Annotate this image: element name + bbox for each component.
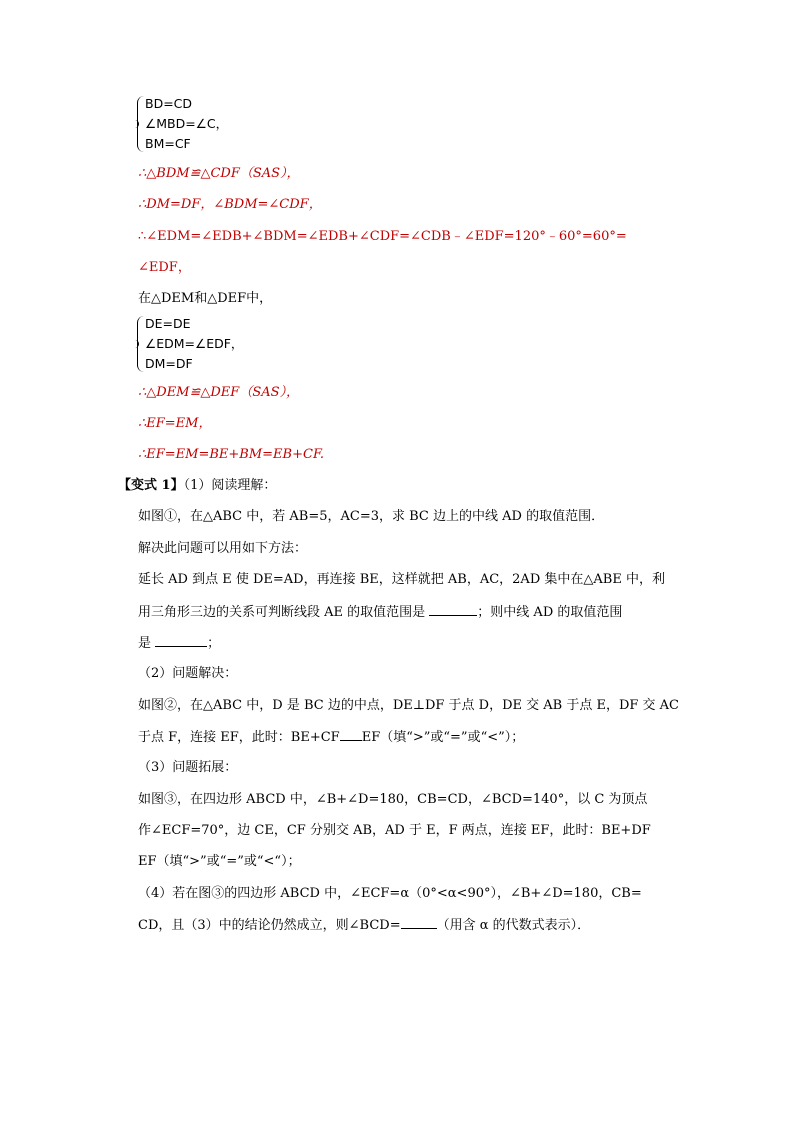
answer-blank[interactable] <box>401 916 437 929</box>
proof-line: ∴△BDM≌△CDF（SAS）， <box>138 166 300 181</box>
proof-line: ∠EDF， <box>138 260 191 275</box>
text-segment: 是 <box>138 636 152 651</box>
part1-title: （1）阅读理解： <box>183 478 277 493</box>
system-eq-2: ∠EDM=∠EDF， <box>145 336 244 351</box>
proof-intro: 在△DEM和△DEF中， <box>138 291 273 306</box>
proof-line: ∴DM=DF，∠BDM=∠CDF， <box>138 197 322 212</box>
paragraph <box>138 728 524 747</box>
variant-heading <box>118 477 276 495</box>
proof-line: ∴EF=EM=BE+BM=EB+CF. <box>138 447 325 462</box>
paragraph: 如图①，在△ABC 中，若 AB=5，AC=3，求 BC 边上的中线 AD 的取值范围． <box>138 509 605 524</box>
paragraph: （4）若在图③的四边形 ABCD 中，∠ECF=α（0°<α<90°），∠B+∠D=180，CB= <box>138 886 642 901</box>
paragraph: 延长 AD 到点 E 使 DE=AD，再连接 BE，这样就把 AB，AC，2AD 集中在△ABE 中，利 <box>138 572 665 587</box>
system-eq-1: DE=DE <box>145 316 191 331</box>
text-segment: 用三角形三边的关系可判断线段 AE 的取值范围是 <box>138 605 426 620</box>
system-eq-1: BD=CD <box>145 96 193 111</box>
proof-line: ∴∠EDM=∠EDB+∠BDM=∠EDB+∠CDF=∠CDB﹣∠EDF=120°﹣60°=60°= <box>138 229 627 244</box>
text-segment: （用含 α 的代数式表示）． <box>436 918 591 933</box>
proof-line: ∴△DEM≌△DEF（SAS）， <box>138 385 300 400</box>
paragraph <box>138 916 590 935</box>
part2-title: （2）问题解决： <box>138 666 238 681</box>
answer-blank[interactable] <box>340 728 362 741</box>
paragraph: 如图②，在△ABC 中，D 是 BC 边的中点，DE⊥DF 于点 D，DE 交 AB 于点 E，DF 交 AC <box>138 698 680 713</box>
answer-blank[interactable] <box>429 603 477 616</box>
paragraph: 如图③，在四边形 ABCD 中，∠B+∠D=180，CB=CD，∠BCD=140°，以 C 为顶点 <box>138 792 648 807</box>
paragraph <box>138 603 622 622</box>
answer-blank[interactable] <box>155 634 207 647</box>
variant-label: 【变式 1】 <box>118 478 184 493</box>
text-segment: 于点 F，连接 EF，此时：BE+CF <box>138 730 340 745</box>
text-segment: CD，且（3）中的结论仍然成立，则∠BCD= <box>138 918 401 933</box>
paragraph: 解决此问题可以用如下方法： <box>138 541 308 556</box>
part3-title: （3）问题拓展： <box>138 760 238 775</box>
text-segment: EF（填“>”或“=”或“<”）； <box>361 730 525 745</box>
system-eq-3: BM=CF <box>145 136 191 151</box>
paragraph: 作∠ECF=70°，边 CE，CF 分别交 AB，AD 于 E，F 两点，连接 EF，此时：BE+DF <box>138 823 651 838</box>
text-segment: ； <box>207 636 221 651</box>
proof-line: ∴EF=EM， <box>138 416 212 431</box>
system-eq-3: DM=DF <box>145 356 193 371</box>
system-eq-2: ∠MBD=∠C， <box>145 116 229 131</box>
paragraph <box>138 634 220 653</box>
text-segment: ；则中线 AD 的取值范围 <box>477 605 623 620</box>
paragraph: EF（填“>”或“=”或“<“）； <box>138 854 301 869</box>
